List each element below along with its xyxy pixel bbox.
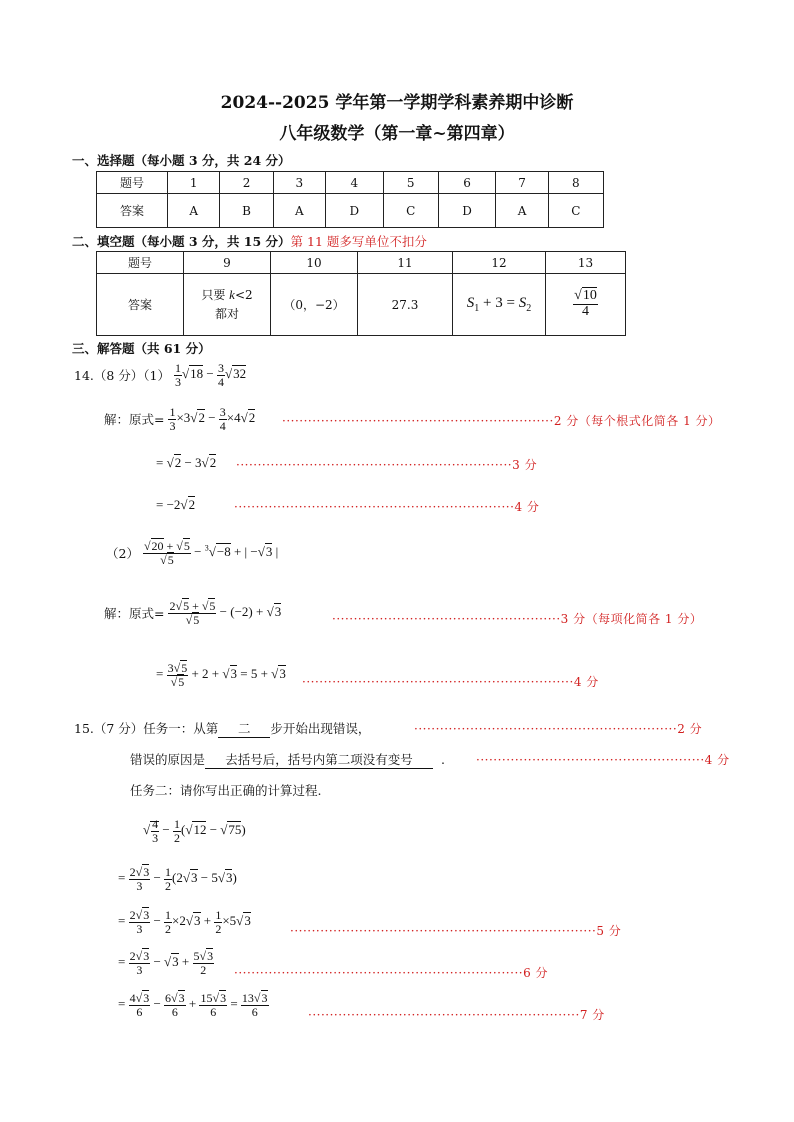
q14-part1: 14.（8 分）（1） $\frac{1}{3}$ √18 − $\frac{3}{4}$ √32 [74, 361, 247, 389]
q14-score4: ·····················································3 分（每项化简各 1 分） [332, 612, 703, 626]
q15-line3: = $\frac{2√3}{3}$ − √3 + $\frac{5√3}{2}$ [118, 949, 214, 977]
section2-heading-text: 二、填空题（每小题 3 分，共 15 分） [72, 234, 291, 249]
cell-q6: 6 [438, 172, 496, 194]
cell-q4: 4 [326, 172, 384, 194]
cell-a2: B [220, 194, 273, 228]
q15-expression: √ $\frac{4}{3}$ − $\frac{1}{2}$ (√12 − √75) [143, 817, 246, 845]
cell-q7: 7 [496, 172, 548, 194]
section3-heading: 三、解答题（共 61 分） [72, 341, 211, 356]
row-label-question: 题号 [97, 252, 184, 274]
q15-task2: 任务二：请你写出正确的计算过程. [130, 783, 322, 798]
cell-a6: D [438, 194, 496, 228]
cell-a8: C [548, 194, 603, 228]
q14-score5: ·······························································4 分 [302, 675, 599, 689]
q14-part2-step2: = $\frac{3√5}{√5}$ + 2 + √3 = 5 + √3 [156, 661, 286, 689]
fill-answer-table [96, 251, 626, 336]
row-label-question: 题号 [97, 172, 168, 194]
q15-line1: = $\frac{2√3}{3}$ − $\frac{1}{2}$ (2√3 − 5√3) [118, 865, 237, 893]
cell-q9: 9 [184, 252, 271, 274]
cell-q5: 5 [383, 172, 438, 194]
q14-step2: = √2 − 3√2 [156, 455, 217, 470]
cell-a9: 只要 k<2 都对 [184, 274, 271, 336]
cell-q8: 8 [548, 172, 603, 194]
q14-step1: 解：原式= $\frac{1}{3}$ ×3√2 − $\frac{3}{4}$ ×4√2 [104, 405, 256, 433]
cell-q11: 11 [358, 252, 453, 274]
q15-score1: ·····························································2 分 [414, 722, 703, 736]
cell-q13: 13 [546, 252, 626, 274]
document-title: 2024--2025 学年第一学期学科素养期中诊断 [220, 93, 574, 113]
choice-answer-table [96, 171, 604, 228]
cell-a4: D [326, 194, 384, 228]
q14-score2: ································································3 分 [236, 458, 538, 472]
section2-note: 第 11 题多写单位不扣分 [290, 234, 427, 249]
row-label-answer: 答案 [97, 194, 168, 228]
q15-score6: ···································································6 分 [234, 966, 549, 980]
q15-line4: = $\frac{4√3}{6}$ − $\frac{6√3}{6}$ + $\frac{15√3}{6}$ = $\frac{13√3}{6}$ [118, 991, 268, 1019]
q15-reason: 错误的原因是 去括号后，括号内第二项没有变号 . [130, 752, 445, 767]
q15-score2: ·····················································4 分 [476, 753, 730, 767]
cell-q10: 10 [271, 252, 358, 274]
cell-q3: 3 [273, 172, 325, 194]
q15-task1: 15.（7 分）任务一：从第 二 步开始出现错误， [74, 721, 371, 736]
cell-q1: 1 [168, 172, 220, 194]
section1-heading: 一、选择题（每小题 3 分，共 24 分） [72, 153, 291, 168]
q14-score3: ·································································4 分 [234, 500, 540, 514]
q14-score1: ·······························································2 分（每个根式化简各 1 分） [282, 414, 721, 428]
q14-expression: $\frac{1}{3}$ √18 − $\frac{3}{4}$ √32 [175, 361, 247, 389]
q14-part2: （2） $\frac{√20 + √5}{√5}$ − $^3$√−8 + | −√3 | [106, 539, 279, 567]
q15-score7: ·······························································7 分 [308, 1008, 605, 1022]
cell-q12: 12 [453, 252, 546, 274]
cell-q2: 2 [220, 172, 273, 194]
cell-a11: 27.3 [358, 274, 453, 336]
q14-part2-step1: 解：原式= $\frac{2√5 + √5}{√5}$ − (−2) + √3 [104, 599, 282, 627]
cell-a7: A [496, 194, 548, 228]
row-label-answer: 答案 [97, 274, 184, 336]
cell-a10: （0，−2） [271, 274, 358, 336]
q15-step-answer: 二 [218, 719, 270, 738]
cell-a13: $\frac{√10}{4}$ [546, 274, 626, 336]
q15-line2: = $\frac{2√3}{3}$ − $\frac{1}{2}$ ×2√3 + $\frac{1}{2}$ ×5√3 [118, 908, 251, 936]
q15-score5: ·······································································5 分 [290, 924, 622, 938]
document-subtitle: 八年级数学（第一章~第四章） [279, 124, 515, 144]
cell-a3: A [273, 194, 325, 228]
cell-a12: $S_1 + 3 = S_2$ [453, 274, 546, 336]
section2-heading [72, 232, 427, 250]
cell-a5: C [383, 194, 438, 228]
cell-a1: A [168, 194, 220, 228]
q14-step3: = −2√2 [156, 497, 196, 512]
q15-reason-answer: 去括号后，括号内第二项没有变号 [205, 750, 433, 769]
